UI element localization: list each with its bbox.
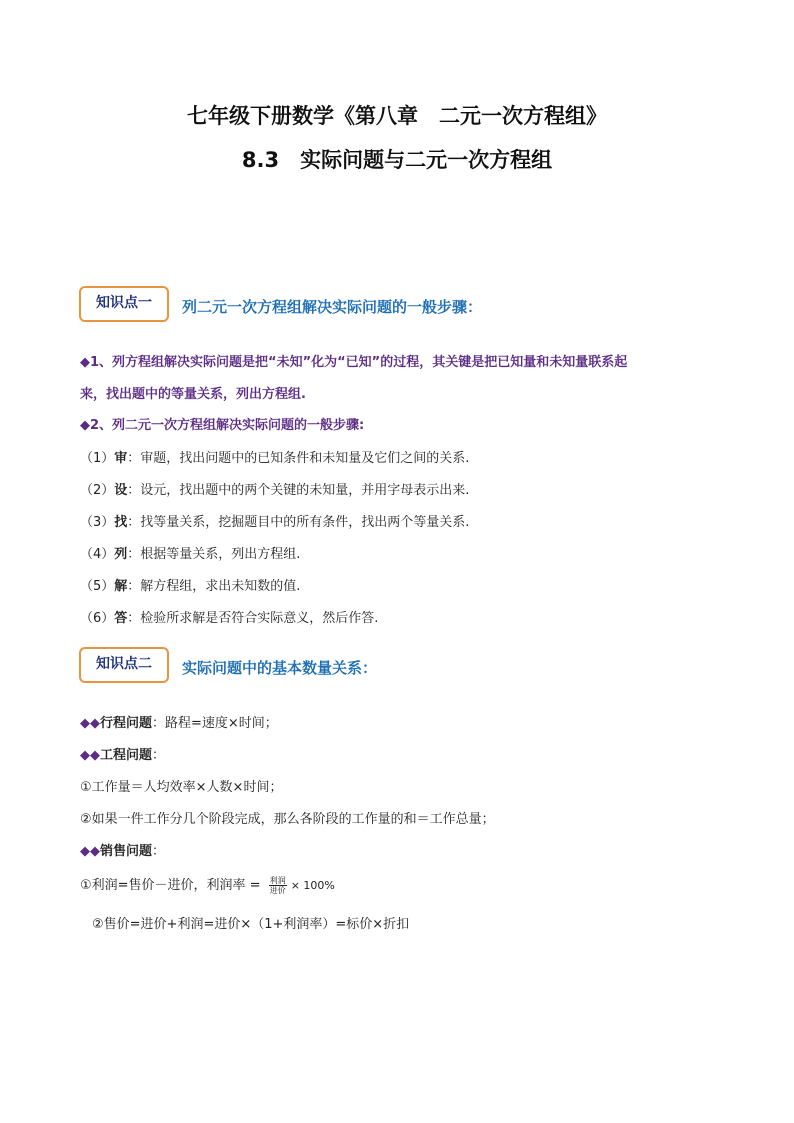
profit-rate-fraction: $\frac{\text{利润}}{\text{进价}}$ xyxy=(269,876,286,895)
document-subtitle: 8.3 实际问题与二元一次方程组 xyxy=(241,148,553,172)
sales-formula-1: ①利润=售价－进价，利润率 = $\frac{\text{利润}}{\text{进价}}$ × 100% xyxy=(80,876,335,895)
point1-line2: 来，找出题中的等量关系，列出方程组. xyxy=(80,387,306,402)
knowledge-point-1-heading: 列二元一次方程组解决实际问题的一般步骤： xyxy=(182,298,483,316)
sales-problem: ◆◆销售问题： xyxy=(80,844,166,859)
travel-problem: ◆◆行程问题：路程=速度×时间； xyxy=(80,716,278,731)
diamond-icon: ◆ xyxy=(80,418,90,433)
step-5: （5）解：解方程组，求出未知数的值. xyxy=(80,579,301,594)
point2-line: ◆2、列二元一次方程组解决实际问题的一般步骤: xyxy=(80,418,365,433)
double-diamond-icon: ◆◆ xyxy=(80,716,100,731)
work-formula-2: ②如果一件工作分几个阶段完成，那么各阶段的工作量的和＝工作总量； xyxy=(80,812,495,827)
step-4: （4）列：根据等量关系，列出方程组. xyxy=(80,547,301,562)
step-1: （1）审：审题，找出问题中的已知条件和未知量及它们之间的关系. xyxy=(80,451,470,466)
step-3: （3）找：找等量关系，挖掘题目中的所有条件，找出两个等量关系. xyxy=(80,515,470,530)
knowledge-point-2-heading: 实际问题中的基本数量关系： xyxy=(182,659,378,677)
document-title: 七年级下册数学《第八章 二元一次方程组》 xyxy=(187,104,607,128)
work-problem: ◆◆工程问题： xyxy=(80,748,166,763)
knowledge-point-2-badge: 知识点二 xyxy=(79,647,169,683)
step-6: （6）答：检验所求解是否符合实际意义，然后作答. xyxy=(80,611,379,626)
work-formula-1: ①工作量＝人均效率×人数×时间； xyxy=(80,780,283,795)
double-diamond-icon: ◆◆ xyxy=(80,748,100,763)
knowledge-point-1-badge: 知识点一 xyxy=(79,286,169,322)
step-2: （2）设：设元，找出题中的两个关键的未知量，并用字母表示出来. xyxy=(80,483,470,498)
diamond-icon: ◆ xyxy=(80,355,90,370)
point1-line1: ◆1、列方程组解决实际问题是把“未知”化为“已知”的过程，其关键是把已知量和未知量联系起 xyxy=(80,355,628,370)
double-diamond-icon: ◆◆ xyxy=(80,844,100,859)
sales-formula-2: ②售价=进价+利润=进价×（1+利润率）=标价×折扣 xyxy=(92,917,410,932)
